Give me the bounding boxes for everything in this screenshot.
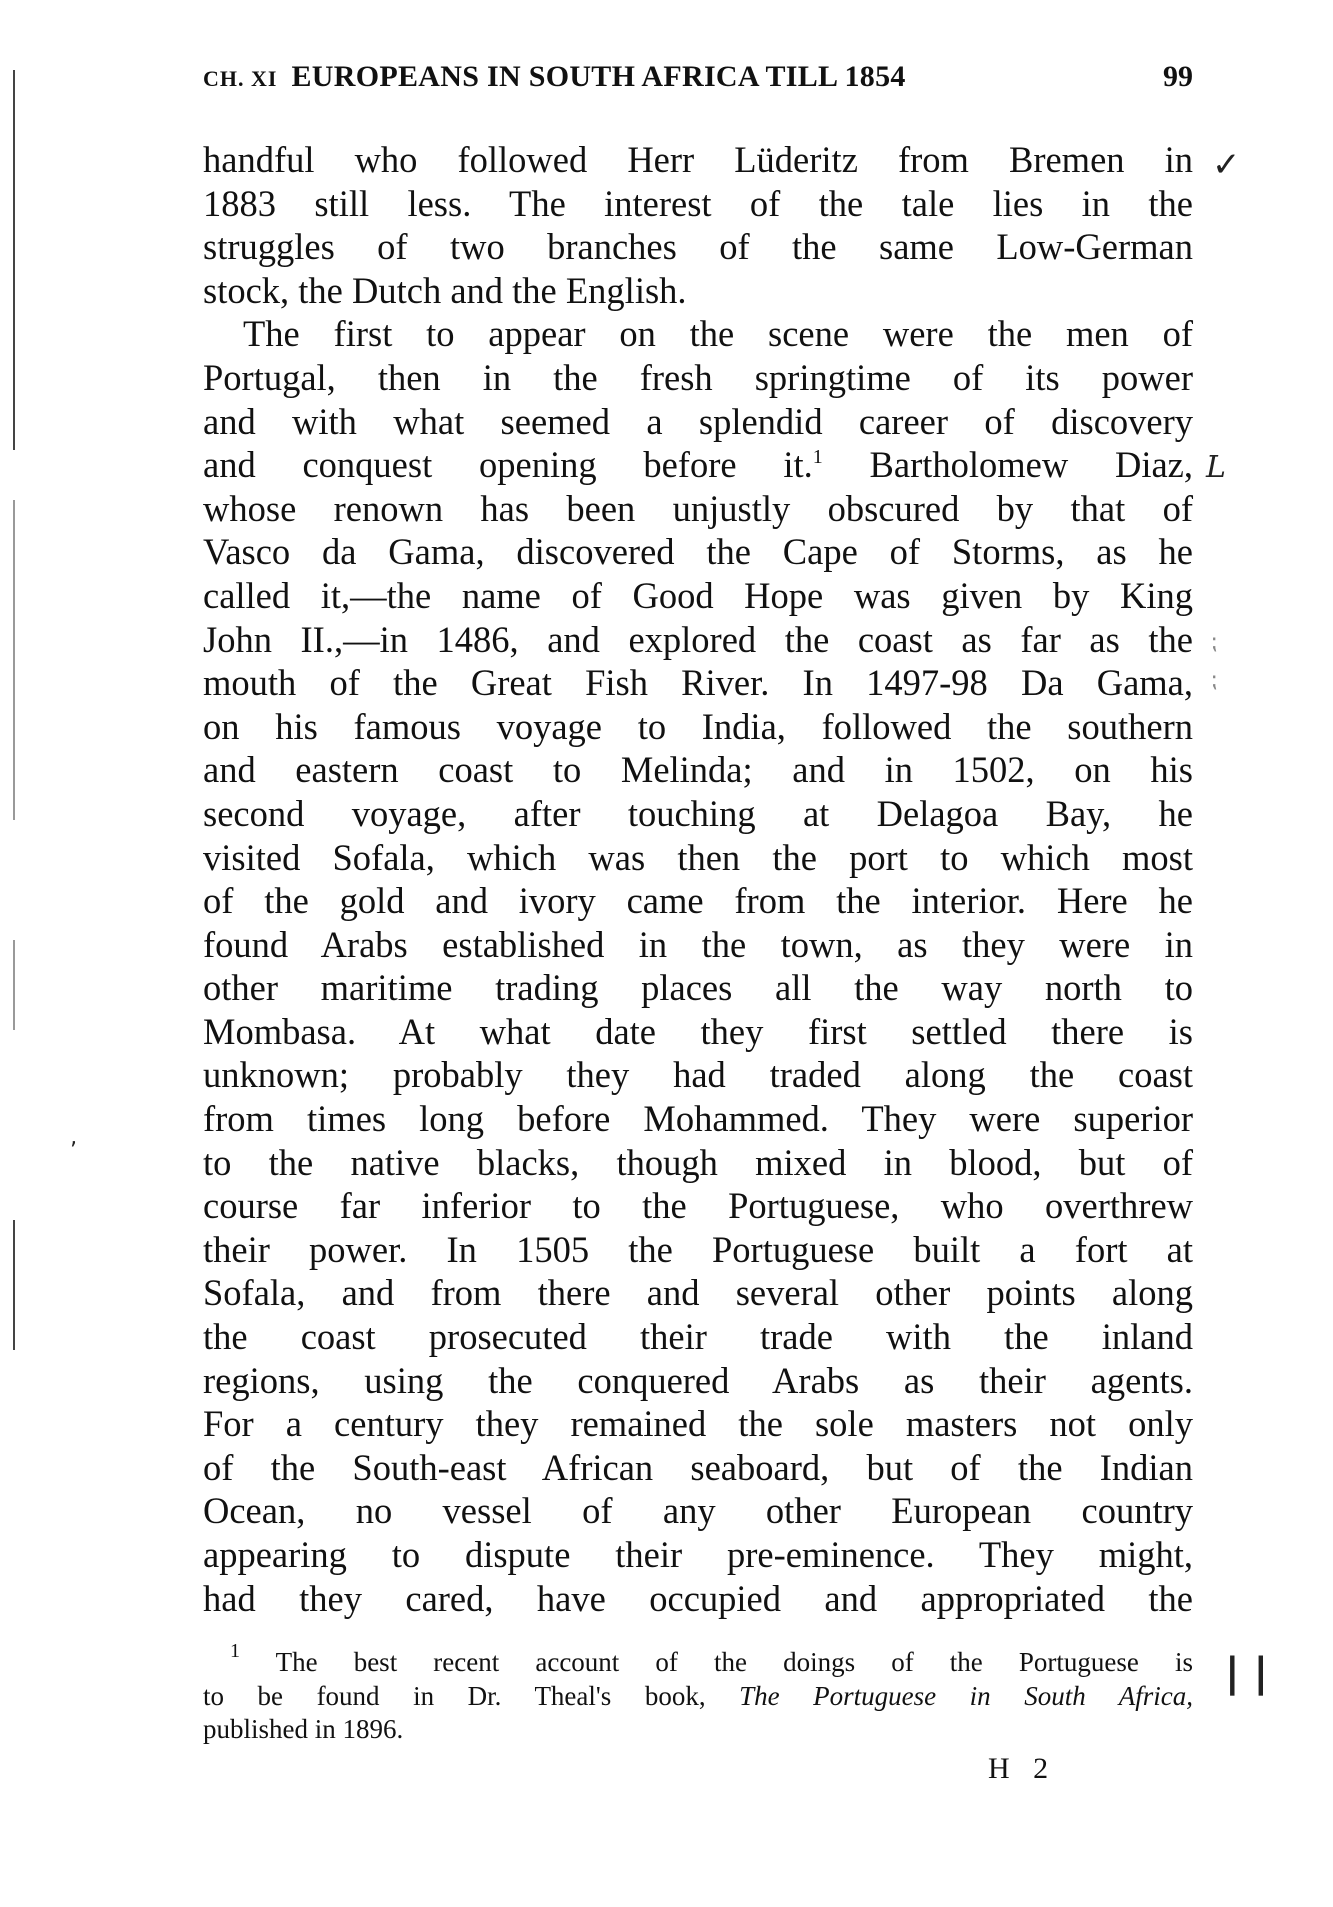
text-line: second voyage, after touching at Delagoa Bay, he — [203, 792, 1193, 834]
text-line: Sofala, and from there and several other points along — [203, 1272, 1193, 1314]
text-line: mouth of the Great Fish River. In 1497-98 Da Gama, — [203, 662, 1193, 704]
text-line: to the native blacks, though mixed in blood, but of — [203, 1141, 1193, 1183]
signature-mark: H 2 — [988, 1752, 1057, 1785]
running-header — [203, 60, 1193, 94]
check-mark-icon: ✓ — [1212, 145, 1241, 185]
text-line: appearing to dispute their pre-eminence. They might, — [203, 1534, 1193, 1575]
text-line: Portugal, then in the fresh springtime of its power — [203, 356, 1193, 398]
text-line: found Arabs established in the town, as they were in — [203, 923, 1193, 965]
footnote-line: published in 1896. — [203, 1714, 404, 1744]
text-fragment: to be found in Dr. Theal's book, — [203, 1680, 740, 1711]
margin-l-mark-icon: L — [1206, 450, 1226, 485]
text-line: their power. In 1505 the Portuguese built a fort at — [203, 1228, 1193, 1270]
stray-mark-icon: ‚ — [70, 1125, 77, 1150]
text-line: the coast prosecuted their trade with the inland — [203, 1316, 1193, 1358]
text-line: called it,—the name of Good Hope was given by King — [203, 574, 1193, 616]
page-number: 99 — [1163, 60, 1193, 93]
scan-edge-line — [13, 70, 15, 450]
text-line: stock, the Dutch and the English. — [203, 269, 687, 311]
pencil-mark-icon: ⁏ — [1210, 630, 1218, 655]
chapter-number: CH. XI — [203, 66, 278, 91]
text-line: 1883 still less. The interest of the tale lies in the — [203, 182, 1193, 224]
text-line: The first to appear on the scene were the men of — [243, 313, 1193, 355]
text-fragment: and conquest opening before it. — [203, 444, 813, 486]
text-line: and with what seemed a splendid career of discovery — [203, 400, 1193, 442]
text-line: Vasco da Gama, discovered the Cape of Storms, as he — [203, 531, 1193, 573]
double-bar-mark-icon: | | — [1225, 1650, 1269, 1696]
scan-edge-line — [13, 940, 15, 1030]
text-line: from times long before Mohammed. They were superior — [203, 1098, 1193, 1140]
text-line: course far inferior to the Portuguese, who overthrew — [203, 1185, 1193, 1227]
text-fragment: The best recent account of the doings of the Portuguese is — [240, 1647, 1193, 1677]
book-title: The Portuguese in South Africa, — [739, 1680, 1193, 1711]
text-line: and eastern coast to Melinda; and in 1502, on his — [203, 749, 1193, 791]
text-line: For a century they remained the sole masters not only — [203, 1403, 1193, 1445]
footnote — [203, 1640, 1193, 1747]
text-line: regions, using the conquered Arabs as their agents. — [203, 1359, 1193, 1401]
footnote-line — [203, 1680, 1193, 1714]
text-line: visited Sofala, which was then the port to which most — [203, 836, 1193, 878]
text-line: Ocean, no vessel of any other European country — [203, 1490, 1193, 1532]
main-text — [203, 138, 1193, 1620]
text-line: of the South-east African seaboard, but of the Indian — [203, 1446, 1193, 1488]
text-line: on his famous voyage to India, followed the southern — [203, 705, 1193, 747]
text-fragment: Bartholomew Diaz, — [822, 444, 1194, 486]
scan-edge-line — [13, 1220, 15, 1350]
running-title: EUROPEANS IN SOUTH AFRICA TILL 1854 — [291, 60, 906, 93]
text-line: had they cared, have occupied and appropriated the — [203, 1577, 1193, 1619]
footnote-line — [203, 1640, 1193, 1680]
text-line: other maritime trading places all the way north to — [203, 967, 1193, 1009]
scan-edge-line — [13, 500, 15, 820]
text-line: unknown; probably they had traded along the coast — [203, 1054, 1193, 1096]
text-line: of the gold and ivory came from the interior. Here he — [203, 880, 1193, 922]
footnote-ref: 1 — [812, 446, 823, 469]
pencil-mark-icon: ⁏ — [1210, 668, 1218, 693]
text-line — [203, 443, 1193, 487]
text-line: handful who followed Herr Lüderitz from Bremen in — [203, 139, 1193, 180]
text-line: struggles of two branches of the same Low-German — [203, 226, 1193, 268]
text-line: Mombasa. At what date they first settled there is — [203, 1010, 1193, 1052]
text-line: whose renown has been unjustly obscured by that of — [203, 487, 1193, 529]
text-line: John II.,—in 1486, and explored the coast as far as the — [203, 618, 1193, 660]
footnote-marker: 1 — [230, 1640, 240, 1662]
